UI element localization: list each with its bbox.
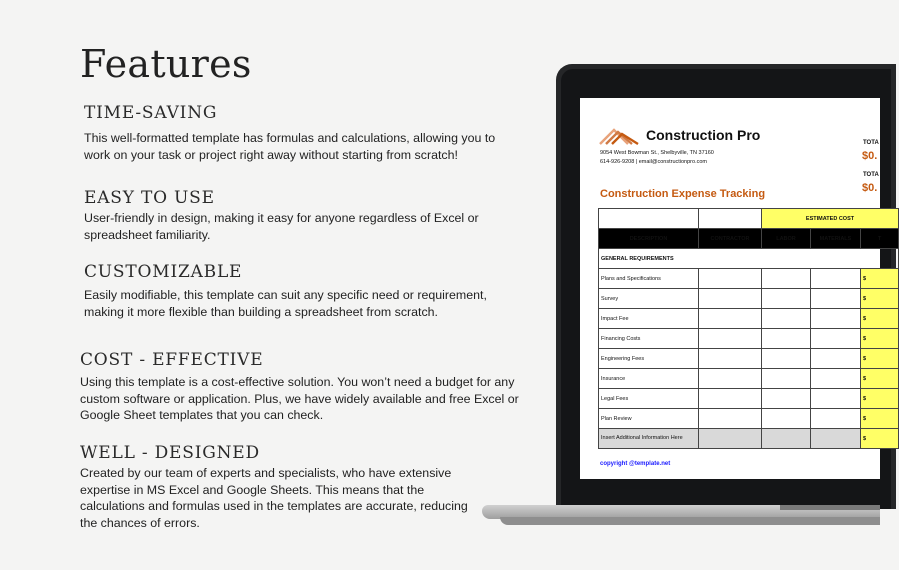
roof-logo-icon — [598, 124, 642, 146]
cell-labor[interactable] — [762, 329, 811, 349]
company-contact: 614-926-9208 | email@constructionpro.com — [600, 159, 707, 165]
cell-labor[interactable] — [762, 269, 811, 289]
feature-title-time-saving: TIME-SAVING — [84, 103, 218, 123]
cell-contractor[interactable] — [699, 329, 762, 349]
row-label: Insert Additional Information Here — [599, 429, 699, 449]
estimated-cost-header: ESTIMATED COST — [762, 209, 899, 229]
col-materials: MATERIALS — [811, 229, 861, 249]
feature-text-easy-to-use: User-friendly in design, making it easy for anyone regardless of Excel or spreadsheet familiarity. — [84, 211, 479, 242]
total-label-2: TOTA — [863, 172, 879, 178]
cell-materials[interactable] — [811, 389, 861, 409]
total-value-1: $0. — [862, 150, 878, 162]
table-row — [599, 369, 899, 389]
row-label: Impact Fee — [599, 309, 699, 329]
feature-title-well-designed: WELL - DESIGNED — [80, 443, 260, 463]
feature-title-customizable: CUSTOMIZABLE — [84, 262, 243, 282]
table-row — [599, 389, 899, 409]
cell-contractor[interactable] — [699, 309, 762, 329]
cell-contractor[interactable] — [699, 389, 762, 409]
table-row — [599, 269, 899, 289]
cell-contractor[interactable] — [699, 429, 762, 449]
cell-total: $ — [861, 349, 899, 369]
table-row — [599, 429, 899, 449]
feature-text-customizable: Easily modifiable, this template can suit any specific need or requirement, making it more flexible than building a spreadsheet from scratch. — [84, 288, 487, 319]
row-label: Survey — [599, 289, 699, 309]
expense-table — [598, 208, 899, 449]
cell-materials[interactable] — [811, 269, 861, 289]
feature-text-well-designed: Created by our team of experts and specialists, who have extensive expertise in MS Excel and Google Sheets. This means that the calculations and formulas used in the templates are accurate, reducing the chances of errors. — [80, 466, 468, 530]
cell-labor[interactable] — [762, 289, 811, 309]
cell-labor[interactable] — [762, 409, 811, 429]
cell-materials[interactable] — [811, 349, 861, 369]
column-header-row — [599, 229, 899, 249]
total-label-1: TOTA — [863, 140, 879, 146]
cell-total: $ — [861, 409, 899, 429]
cell-materials[interactable] — [811, 409, 861, 429]
section-row — [599, 249, 899, 269]
table-corner — [599, 209, 699, 229]
cell-total: $ — [861, 389, 899, 409]
cell-total: $ — [861, 329, 899, 349]
laptop-hinge — [780, 505, 880, 510]
cell-labor[interactable] — [762, 369, 811, 389]
row-label: Legal Fees — [599, 389, 699, 409]
cell-contractor[interactable] — [699, 369, 762, 389]
section-general-requirements: GENERAL REQUIREMENTS — [599, 249, 899, 269]
company-name: Construction Pro — [646, 127, 761, 143]
row-label: Financing Costs — [599, 329, 699, 349]
cell-contractor[interactable] — [699, 349, 762, 369]
table-row — [599, 349, 899, 369]
row-label: Engineering Fees — [599, 349, 699, 369]
total-value-2: $0. — [862, 182, 878, 194]
cell-total: $ — [861, 369, 899, 389]
page-title: Features — [80, 42, 252, 86]
cell-labor[interactable] — [762, 389, 811, 409]
cell-total: $ — [861, 269, 899, 289]
cell-materials[interactable] — [811, 329, 861, 349]
cell-labor[interactable] — [762, 429, 811, 449]
copyright-link[interactable]: copyright @template.net — [600, 461, 671, 467]
sheet-title: Construction Expense Tracking — [600, 188, 766, 200]
cell-materials[interactable] — [811, 369, 861, 389]
cell-materials[interactable] — [811, 289, 861, 309]
company-address: 9054 West Bowman St., Shelbyville, TN 37160 — [600, 150, 714, 156]
cell-total: $ — [861, 429, 899, 449]
row-label: Plan Review — [599, 409, 699, 429]
cell-total: $ — [861, 289, 899, 309]
row-label: Insurance — [599, 369, 699, 389]
cell-labor[interactable] — [762, 349, 811, 369]
cell-contractor[interactable] — [699, 269, 762, 289]
feature-title-easy-to-use: EASY TO USE — [84, 188, 215, 208]
laptop-base-shadow — [500, 517, 880, 525]
cell-materials[interactable] — [811, 309, 861, 329]
feature-title-cost-effective: COST - EFFECTIVE — [80, 350, 264, 370]
feature-text-cost-effective: Using this template is a cost-effective solution. You won’t need a budget for any custom software or application. Plus, we have widely available and free Excel or Google Sheet templates that you can check. — [80, 375, 519, 423]
table-row — [599, 289, 899, 309]
table-row — [599, 309, 899, 329]
table-row — [599, 329, 899, 349]
cell-labor[interactable] — [762, 309, 811, 329]
row-label: Plans and Specifications — [599, 269, 699, 289]
col-contractor: CONTRACTOR — [699, 229, 762, 249]
cell-total: $ — [861, 309, 899, 329]
col-labor: LABOR — [762, 229, 811, 249]
cell-contractor[interactable] — [699, 409, 762, 429]
col-description: DESCRIPTION — [599, 229, 699, 249]
cell-materials[interactable] — [811, 429, 861, 449]
table-row — [599, 409, 899, 429]
cell-contractor[interactable] — [699, 289, 762, 309]
feature-text-time-saving: This well-formatted template has formulas and calculations, allowing you to work on your task or project right away without starting from scratch! — [84, 131, 496, 162]
col-total: T — [861, 229, 899, 249]
